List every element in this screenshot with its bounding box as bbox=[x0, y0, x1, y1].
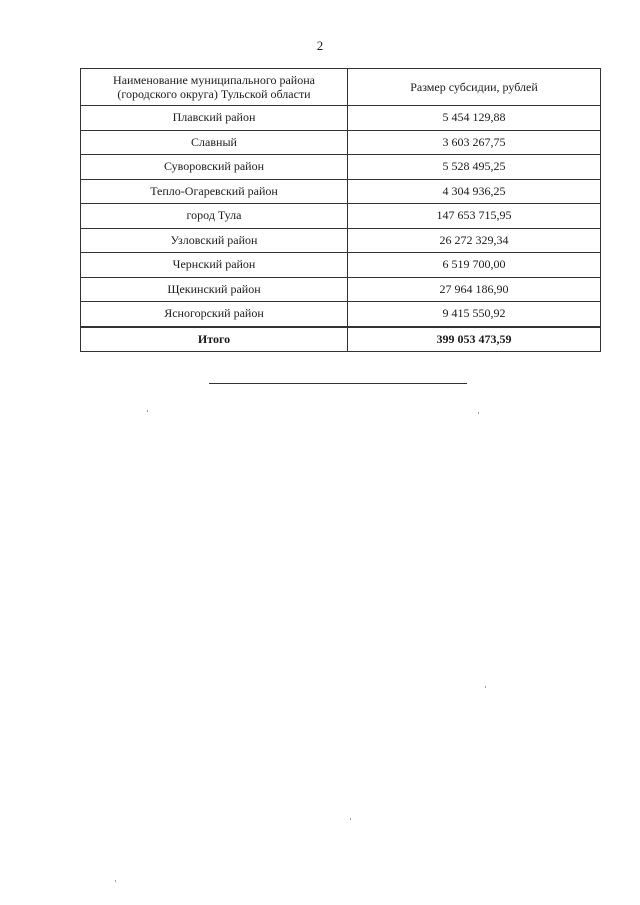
subsidy-amount: 3 603 267,75 bbox=[348, 130, 601, 155]
header-municipality: Наименование муниципального района (городского округа) Тульской области bbox=[81, 69, 348, 106]
municipality-name: Славный bbox=[81, 130, 348, 155]
municipality-name: Плавский район bbox=[81, 106, 348, 131]
scan-speck bbox=[485, 686, 486, 688]
total-amount: 399 053 473,59 bbox=[348, 327, 601, 352]
table-row bbox=[81, 130, 601, 155]
table-row bbox=[81, 106, 601, 131]
municipality-name: Чернский район bbox=[81, 253, 348, 278]
municipality-name: Тепло-Огаревский район bbox=[81, 179, 348, 204]
scan-speck bbox=[147, 410, 148, 412]
scan-speck bbox=[350, 818, 351, 820]
table-row bbox=[81, 179, 601, 204]
subsidy-amount: 27 964 186,90 bbox=[348, 277, 601, 302]
subsidy-amount: 26 272 329,34 bbox=[348, 228, 601, 253]
table-row bbox=[81, 228, 601, 253]
subsidy-amount: 4 304 936,25 bbox=[348, 179, 601, 204]
scan-speck bbox=[478, 412, 479, 414]
total-row bbox=[81, 327, 601, 352]
subsidy-amount: 9 415 550,92 bbox=[348, 302, 601, 327]
separator-line bbox=[209, 383, 467, 384]
table-row bbox=[81, 155, 601, 180]
subsidy-amount: 147 653 715,95 bbox=[348, 204, 601, 229]
header-subsidy-amount: Размер субсидии, рублей bbox=[348, 69, 601, 106]
municipality-name: Узловский район bbox=[81, 228, 348, 253]
subsidy-amount: 6 519 700,00 bbox=[348, 253, 601, 278]
table-row bbox=[81, 204, 601, 229]
municipality-name: Суворовский район bbox=[81, 155, 348, 180]
table-row bbox=[81, 253, 601, 278]
subsidy-amount: 5 454 129,88 bbox=[348, 106, 601, 131]
total-label: Итого bbox=[81, 327, 348, 352]
table-row bbox=[81, 302, 601, 327]
subsidy-table bbox=[80, 68, 601, 352]
page-number: 2 bbox=[316, 38, 324, 53]
municipality-name: город Тула bbox=[81, 204, 348, 229]
municipality-name: Ясногорский район bbox=[81, 302, 348, 327]
municipality-name: Щекинский район bbox=[81, 277, 348, 302]
scan-speck bbox=[115, 880, 116, 882]
table-header-row bbox=[81, 69, 601, 106]
table-row bbox=[81, 277, 601, 302]
subsidy-amount: 5 528 495,25 bbox=[348, 155, 601, 180]
